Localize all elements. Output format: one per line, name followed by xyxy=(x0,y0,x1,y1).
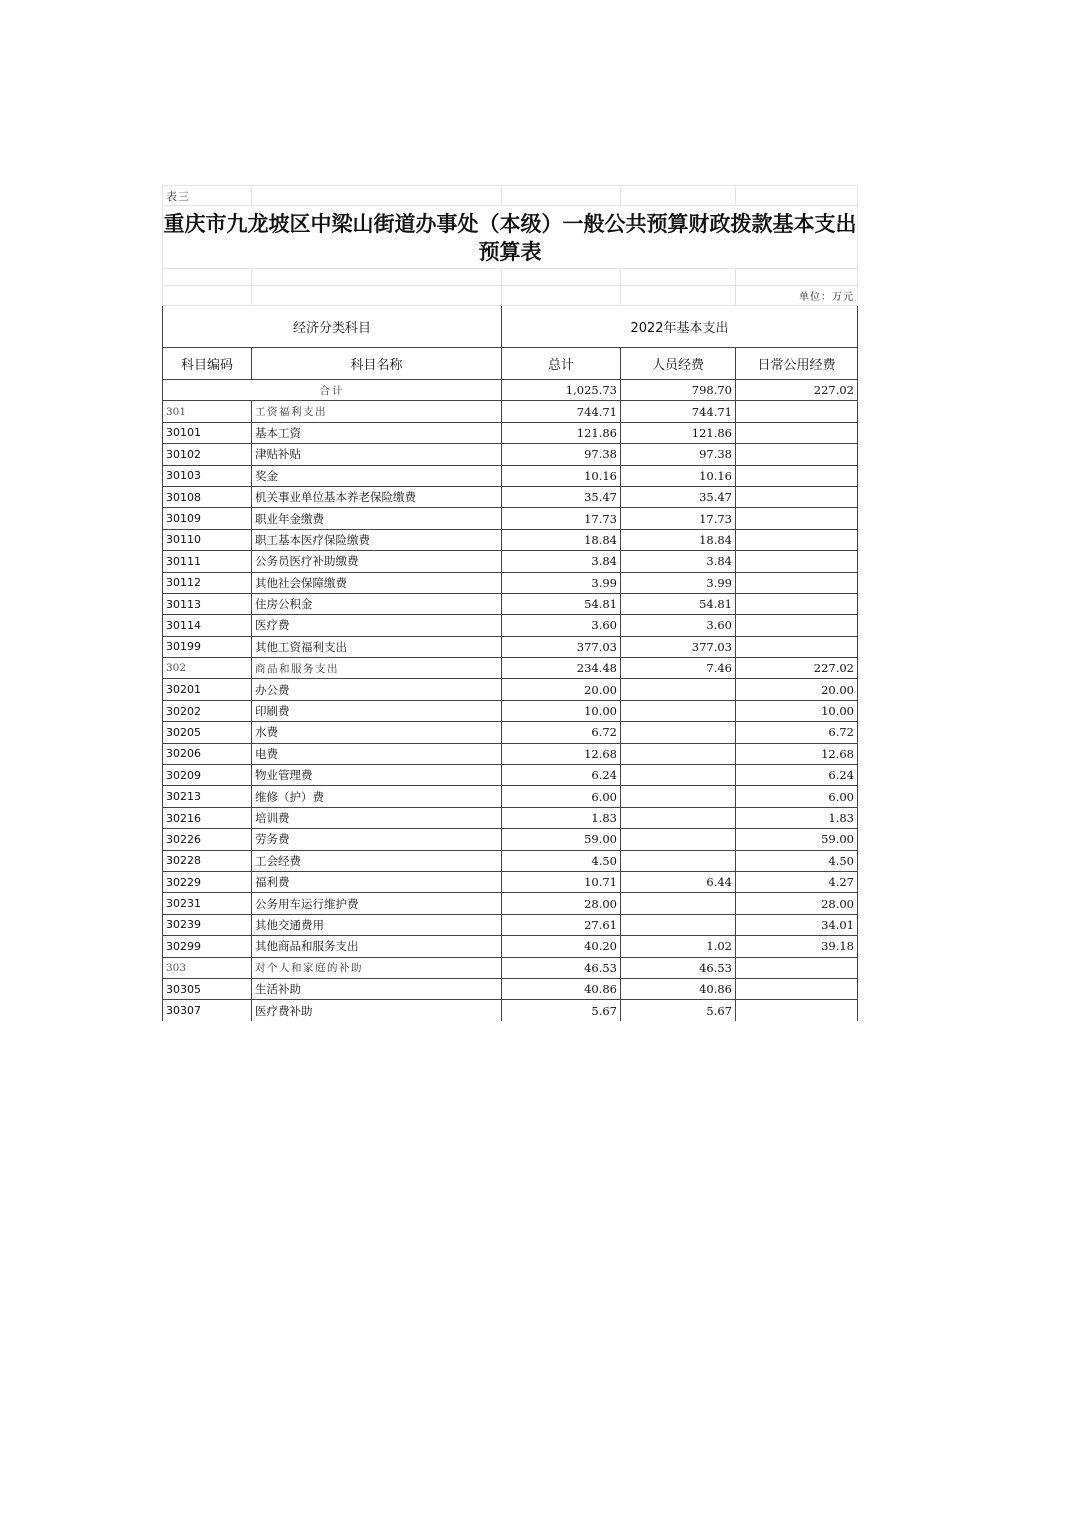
cell-name: 对个人和家庭的补助 xyxy=(252,957,502,978)
cell-public xyxy=(736,551,858,572)
cell-public: 10.00 xyxy=(736,700,858,721)
cell-personnel: 46.53 xyxy=(621,957,736,978)
cell-total: 3.84 xyxy=(502,551,621,572)
cell-public: 6.24 xyxy=(736,765,858,786)
cell-code: 30305 xyxy=(163,978,252,999)
cell-code: 301 xyxy=(163,401,252,422)
cell-name: 职工基本医疗保险缴费 xyxy=(252,529,502,550)
cell-personnel: 35.47 xyxy=(621,486,736,507)
cell-personnel: 1.02 xyxy=(621,936,736,957)
cell-total: 40.86 xyxy=(502,978,621,999)
table-row xyxy=(163,743,858,764)
cell-total: 3.60 xyxy=(502,615,621,636)
table-tag: 表三 xyxy=(163,186,252,206)
cell-public xyxy=(736,572,858,593)
cell-name: 医疗费 xyxy=(252,615,502,636)
cell-name: 其他工资福利支出 xyxy=(252,636,502,657)
cell-total: 121.86 xyxy=(502,422,621,443)
cell-code: 30231 xyxy=(163,893,252,914)
cell-personnel: 54.81 xyxy=(621,593,736,614)
cell-personnel: 3.99 xyxy=(621,572,736,593)
cell-name: 印刷费 xyxy=(252,700,502,721)
cell-code: 30108 xyxy=(163,486,252,507)
table-row xyxy=(163,636,858,657)
budget-table xyxy=(162,185,858,1021)
cell-total: 97.38 xyxy=(502,444,621,465)
header-total: 总计 xyxy=(502,348,621,380)
cell-code: 30216 xyxy=(163,807,252,828)
cell-total: 3.99 xyxy=(502,572,621,593)
cell-public: 4.50 xyxy=(736,850,858,871)
cell-personnel xyxy=(621,893,736,914)
cell-name: 水费 xyxy=(252,722,502,743)
cell-name: 工资福利支出 xyxy=(252,401,502,422)
cell-personnel: 3.60 xyxy=(621,615,736,636)
cell-total: 54.81 xyxy=(502,593,621,614)
table-row xyxy=(163,722,858,743)
cell-code: 30114 xyxy=(163,615,252,636)
table-row xyxy=(163,422,858,443)
cell-personnel: 377.03 xyxy=(621,636,736,657)
cell-total: 1.83 xyxy=(502,807,621,828)
page-title: 重庆市九龙坡区中梁山街道办事处（本级）一般公共预算财政拨款基本支出预算表 xyxy=(163,206,858,269)
cell-public: 28.00 xyxy=(736,893,858,914)
cell-code: 30201 xyxy=(163,679,252,700)
table-row xyxy=(163,786,858,807)
cell-personnel xyxy=(621,829,736,850)
table-row xyxy=(163,401,858,422)
cell-public: 4.27 xyxy=(736,871,858,892)
cell-total: 28.00 xyxy=(502,893,621,914)
cell-code: 30213 xyxy=(163,786,252,807)
cell-name: 工会经费 xyxy=(252,850,502,871)
cell-personnel xyxy=(621,765,736,786)
cell-public: 227.02 xyxy=(736,658,858,679)
cell-code: 30113 xyxy=(163,593,252,614)
cell-public xyxy=(736,1000,858,1021)
cell-total: 17.73 xyxy=(502,508,621,529)
cell-personnel: 6.44 xyxy=(621,871,736,892)
cell-total: 1,025.73 xyxy=(502,380,621,401)
cell-code: 30206 xyxy=(163,743,252,764)
cell-personnel: 7.46 xyxy=(621,658,736,679)
cell-total: 10.71 xyxy=(502,871,621,892)
cell-total: 18.84 xyxy=(502,529,621,550)
cell-personnel: 798.70 xyxy=(621,380,736,401)
budget-sheet xyxy=(162,185,857,1021)
cell-personnel xyxy=(621,679,736,700)
cell-code: 30209 xyxy=(163,765,252,786)
cell-total: 744.71 xyxy=(502,401,621,422)
cell-name: 奖金 xyxy=(252,465,502,486)
cell-name: 电费 xyxy=(252,743,502,764)
table-row xyxy=(163,465,858,486)
table-row xyxy=(163,765,858,786)
cell-code: 30202 xyxy=(163,700,252,721)
table-row xyxy=(163,380,858,401)
cell-code: 30111 xyxy=(163,551,252,572)
cell-name: 商品和服务支出 xyxy=(252,658,502,679)
cell-total: 6.24 xyxy=(502,765,621,786)
cell-personnel xyxy=(621,807,736,828)
table-row xyxy=(163,529,858,550)
cell-code: 30299 xyxy=(163,936,252,957)
cell-total: 35.47 xyxy=(502,486,621,507)
table-row xyxy=(163,914,858,935)
header-code: 科目编码 xyxy=(163,348,252,380)
cell-public: 12.68 xyxy=(736,743,858,764)
table-row xyxy=(163,871,858,892)
cell-total: 20.00 xyxy=(502,679,621,700)
cell-name: 维修（护）费 xyxy=(252,786,502,807)
table-row xyxy=(163,807,858,828)
cell-name: 福利费 xyxy=(252,871,502,892)
table-row xyxy=(163,850,858,871)
cell-name: 其他社会保障缴费 xyxy=(252,572,502,593)
header-public: 日常公用经费 xyxy=(736,348,858,380)
cell-personnel xyxy=(621,850,736,871)
cell-code: 30102 xyxy=(163,444,252,465)
cell-total: 6.00 xyxy=(502,786,621,807)
cell-code: 30112 xyxy=(163,572,252,593)
table-row xyxy=(163,893,858,914)
cell-personnel: 17.73 xyxy=(621,508,736,529)
table-row xyxy=(163,551,858,572)
cell-code: 30101 xyxy=(163,422,252,443)
table-row xyxy=(163,700,858,721)
cell-code: 302 xyxy=(163,658,252,679)
cell-personnel: 744.71 xyxy=(621,401,736,422)
cell-total: 10.00 xyxy=(502,700,621,721)
cell-public xyxy=(736,529,858,550)
cell-code: 30226 xyxy=(163,829,252,850)
cell-name: 物业管理费 xyxy=(252,765,502,786)
cell-code: 30103 xyxy=(163,465,252,486)
cell-personnel: 97.38 xyxy=(621,444,736,465)
cell-code: 30307 xyxy=(163,1000,252,1021)
cell-name: 医疗费补助 xyxy=(252,1000,502,1021)
cell-code: 30110 xyxy=(163,529,252,550)
cell-name: 其他商品和服务支出 xyxy=(252,936,502,957)
cell-public xyxy=(736,636,858,657)
cell-total: 12.68 xyxy=(502,743,621,764)
cell-name: 公务用车运行维护费 xyxy=(252,893,502,914)
cell-code: 30239 xyxy=(163,914,252,935)
cell-public xyxy=(736,486,858,507)
cell-public xyxy=(736,508,858,529)
cell-total: 234.48 xyxy=(502,658,621,679)
cell-public xyxy=(736,401,858,422)
cell-name: 合计 xyxy=(163,380,502,401)
cell-public xyxy=(736,957,858,978)
cell-name: 生活补助 xyxy=(252,978,502,999)
cell-code: 30199 xyxy=(163,636,252,657)
table-row xyxy=(163,829,858,850)
cell-public xyxy=(736,615,858,636)
cell-total: 40.20 xyxy=(502,936,621,957)
cell-name: 公务员医疗补助缴费 xyxy=(252,551,502,572)
cell-personnel xyxy=(621,786,736,807)
cell-public xyxy=(736,978,858,999)
table-row xyxy=(163,508,858,529)
cell-code: 303 xyxy=(163,957,252,978)
cell-personnel xyxy=(621,743,736,764)
header-budget-group: 2022年基本支出 xyxy=(502,306,858,348)
cell-name: 办公费 xyxy=(252,679,502,700)
cell-name: 劳务费 xyxy=(252,829,502,850)
cell-code: 30229 xyxy=(163,871,252,892)
cell-total: 59.00 xyxy=(502,829,621,850)
table-row xyxy=(163,486,858,507)
cell-total: 5.67 xyxy=(502,1000,621,1021)
cell-name: 住房公积金 xyxy=(252,593,502,614)
table-row xyxy=(163,593,858,614)
cell-personnel: 10.16 xyxy=(621,465,736,486)
cell-code: 30109 xyxy=(163,508,252,529)
cell-personnel: 40.86 xyxy=(621,978,736,999)
cell-total: 46.53 xyxy=(502,957,621,978)
cell-total: 6.72 xyxy=(502,722,621,743)
cell-personnel: 3.84 xyxy=(621,551,736,572)
cell-total: 377.03 xyxy=(502,636,621,657)
cell-personnel: 121.86 xyxy=(621,422,736,443)
header-personnel: 人员经费 xyxy=(621,348,736,380)
cell-personnel xyxy=(621,914,736,935)
cell-name: 津贴补贴 xyxy=(252,444,502,465)
cell-personnel: 18.84 xyxy=(621,529,736,550)
cell-public: 227.02 xyxy=(736,380,858,401)
table-row xyxy=(163,957,858,978)
cell-personnel xyxy=(621,700,736,721)
cell-personnel xyxy=(621,722,736,743)
table-row xyxy=(163,679,858,700)
cell-public xyxy=(736,593,858,614)
cell-public: 6.72 xyxy=(736,722,858,743)
cell-public xyxy=(736,444,858,465)
table-row xyxy=(163,615,858,636)
cell-personnel: 5.67 xyxy=(621,1000,736,1021)
table-row xyxy=(163,936,858,957)
cell-name: 其他交通费用 xyxy=(252,914,502,935)
table-row xyxy=(163,444,858,465)
unit-label: 单位：万元 xyxy=(736,286,858,306)
cell-code: 30205 xyxy=(163,722,252,743)
table-row xyxy=(163,572,858,593)
cell-name: 基本工资 xyxy=(252,422,502,443)
cell-public: 39.18 xyxy=(736,936,858,957)
cell-total: 4.50 xyxy=(502,850,621,871)
header-name: 科目名称 xyxy=(252,348,502,380)
cell-public: 6.00 xyxy=(736,786,858,807)
cell-total: 27.61 xyxy=(502,914,621,935)
cell-public: 59.00 xyxy=(736,829,858,850)
table-row xyxy=(163,1000,858,1021)
header-subject-group: 经济分类科目 xyxy=(163,306,502,348)
cell-public: 1.83 xyxy=(736,807,858,828)
cell-public xyxy=(736,465,858,486)
cell-name: 职业年金缴费 xyxy=(252,508,502,529)
cell-name: 机关事业单位基本养老保险缴费 xyxy=(252,486,502,507)
cell-public xyxy=(736,422,858,443)
cell-total: 10.16 xyxy=(502,465,621,486)
table-row xyxy=(163,978,858,999)
cell-public: 34.01 xyxy=(736,914,858,935)
cell-public: 20.00 xyxy=(736,679,858,700)
cell-name: 培训费 xyxy=(252,807,502,828)
cell-code: 30228 xyxy=(163,850,252,871)
table-row xyxy=(163,658,858,679)
